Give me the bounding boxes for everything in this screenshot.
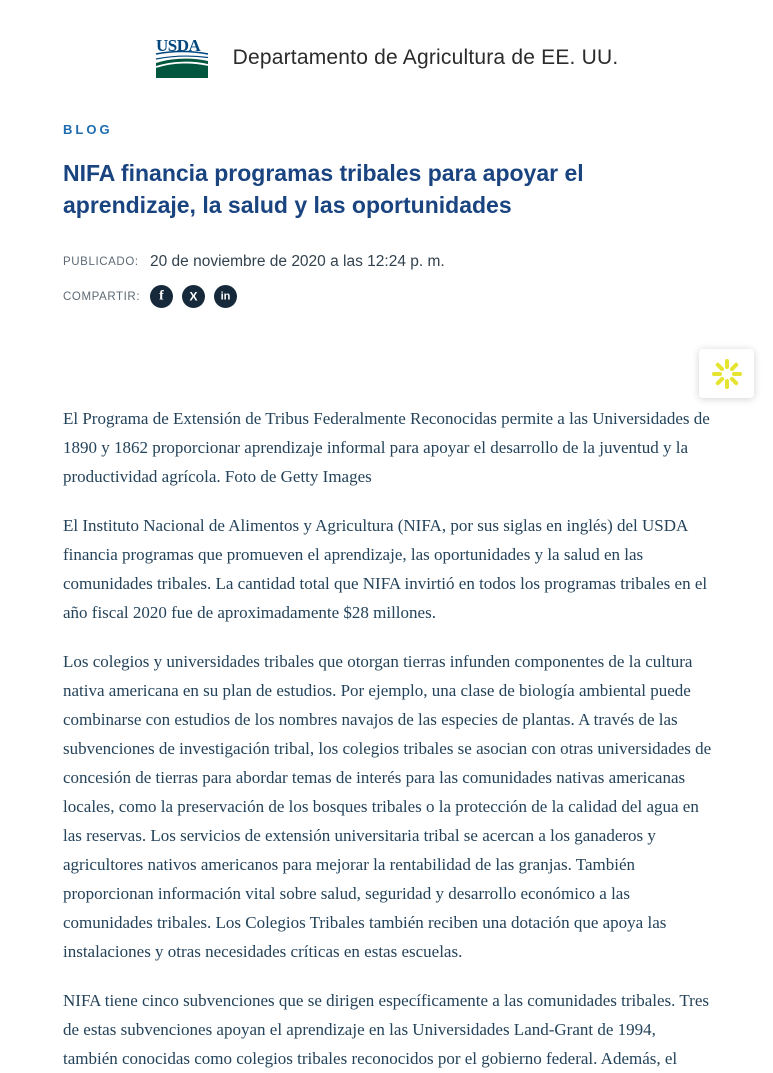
- loading-spinner-icon: [712, 359, 742, 389]
- blog-eyebrow: BLOG: [63, 122, 113, 137]
- share-row: [63, 285, 713, 308]
- linkedin-icon: in: [220, 290, 231, 302]
- published-row: [63, 253, 713, 271]
- blog-article-page: [0, 36, 773, 1068]
- page-title: NIFA financia programas tribales para apoyar el aprendizaje, la salud y las oportunidades: [63, 160, 584, 218]
- svg-text:USDA: USDA: [155, 36, 200, 55]
- linkedin-share-button[interactable]: [214, 285, 237, 308]
- paragraph: Los colegios y universidades tribales que otorgan tierras infunden componentes de la cultura nativa americana en su plan de estudios. Por ejemplo, una clase de biología ambiental puede combinarse con estudios de los nombres navajos de las especies de plantas. A través de las subvenciones de investigación tribal, los colegios tribales se asocian con otras universidades de concesión de tierras para abordar temas de interés para las comunidades nativas americanas locales, como la preservación de los bosques tribales o la protección de la calidad del agua en las reservas. Los servicios de extensión universitaria tribal se acercan a los ganaderos y agricultores nativos americanos para mejorar la rentabilidad de las granjas. También proporcionan información vital sobre salud, seguridad y desarrollo económico a las comunidades tribales. Los Colegios Tribales también reciben una dotación que apoya las instalaciones y otras necesidades críticas en estas escuelas.: [63, 652, 712, 961]
- published-label: PUBLICADO:: [63, 256, 139, 268]
- usda-logo-icon: [155, 36, 209, 80]
- paragraph: El Instituto Nacional de Alimentos y Agricultura (NIFA, por sus siglas en inglés) del USDA financia programas que promueven el aprendizaje, las oportunidades y la salud en las comunidades tribales. La cantidad total que NIFA invirtió en todos los programas tribales en el año fiscal 2020 fue de aproximadamente $28 millones.: [63, 516, 708, 622]
- site-header: [0, 36, 773, 80]
- facebook-icon: f: [159, 288, 164, 303]
- published-date: 20 de noviembre de 2020 a las 12:24 p. m.: [150, 253, 445, 270]
- paragraph-caption: El Programa de Extensión de Tribus Federalmente Reconocidas permite a las Universidades de 1890 y 1862 proporcionar aprendizaje informal para apoyar el desarrollo de la juventud y la productividad agrícola. Foto de Getty Images: [63, 409, 710, 486]
- paragraph: NIFA tiene cinco subvenciones que se dirigen específicamente a las comunidades tribales. Tres de estas subvenciones apoyan el aprendizaje en las Universidades Land-Grant de 1994, también conocidas como colegios tribales reconocidos por el gobierno federal. Además, el: [63, 991, 709, 1068]
- x-share-button[interactable]: [182, 285, 205, 308]
- agency-name: Departamento de Agricultura de EE. UU.: [232, 46, 619, 69]
- media-loading-card: [699, 349, 754, 398]
- article-meta: [63, 253, 713, 308]
- article-content: [0, 122, 773, 1073]
- usda-logo[interactable]: [155, 36, 209, 80]
- share-icons: [150, 285, 237, 308]
- x-icon: X: [189, 289, 198, 303]
- share-label: COMPARTIR:: [63, 290, 141, 303]
- article-body: [63, 404, 713, 1073]
- facebook-share-button[interactable]: [150, 285, 173, 308]
